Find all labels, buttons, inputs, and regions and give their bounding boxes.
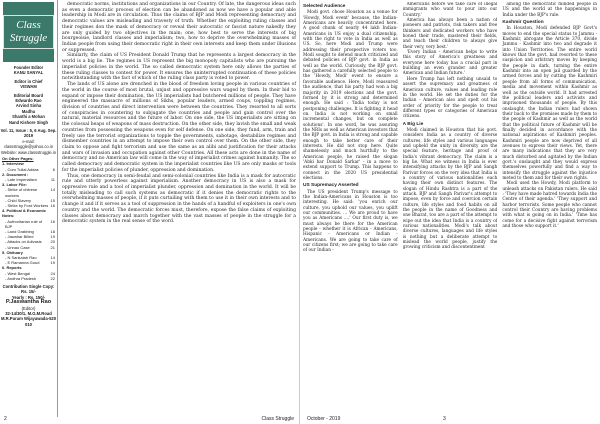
board-member: Nand Kishore Singh [8, 119, 49, 125]
toc-item-label: - E Ramanna Goud [5, 260, 40, 266]
paragraph: In Houston, Modi defended BJP Govt's moves to end the special status to Jammu - Kashmir, abrogate the Article 370, divide Jammu - Kashmir into two and degrade it into Union Territories. The entire world knows that the govt. had resorted to these suspicion and arbitrary moves by keeping the people in dark, turning the entire Kashmir into an open jail guarded by the armed forces and by cutting the Kashmiri people from all forms of communication, media and movement within Kashmir as well as the outside world. It had arrested the political leaders and activists and imprisoned thousands of people. By this onslaught, the Indian rulers had shown their back to the promises made by them to the people of Kashmir as well as the world that the political future of Kashmir will be finally decided in accordance with the national aspirations of Kashmiri peoples. Kashmiri people are now deprived of all avenues to express their views. Yet, there are many indications that they are very much disturbed and agitated by the Indian govt.'s onslaught and they would express themselves powerfully and find a way to intensify the struggle against the injustice meted to them and for their own rights. [502, 26, 598, 181]
toc-item-label: - Jawahar Billed [5, 234, 34, 240]
toc-item-page: 16 [50, 202, 55, 208]
paragraph: Modi claimed in Houston that his govt. considers India as a country of diverse cultures, life styles and various languages and upheld the unity in diversity are the special feature, heritage and proof of India's vibrant democracy. The claim is a big lie. What we witness in India is ever intensifying attacks by the BJP and Sangh Parivar forces on the very idea that India is a country of various nationalities each having their own distinct features. The slogan of Hindu Rashtra is a part of the attack. BJP and Sangh Parivar's attempt to impose, even by force and coercion certain culture, life styles and food habits on all the people in the name of Goodness and one Bharat, too are a part of the attempt to wipe out the idea that India is a country of various nationalities. Modi's talk about diverse cultures, languages and life styles is nothing but a deliberate attempt to mislead the world people, justify the growing criticism and discontentment [402, 127, 498, 251]
board-member: Arvind Sinha [15, 103, 42, 109]
column-3 [502, 2, 597, 415]
editor-label: Editor in Chief [14, 78, 43, 84]
toc-item[interactable] [2, 219, 55, 229]
board-label: Editorial Board [13, 92, 44, 98]
toc-item-label: 3. Labor File: [2, 182, 27, 188]
board-member: Madhu [21, 108, 36, 114]
founder-label: Founder Editor [13, 65, 44, 70]
section-heading: Selected Audience [303, 4, 346, 9]
paragraph: among the democratic minded people in US and the world at the happenings in India under the BJP's rule. [502, 2, 598, 18]
publisher-role: (Editor) [21, 305, 36, 311]
toc-item-label: 6. Reports [2, 265, 22, 271]
right-page-footer [303, 415, 597, 424]
toc-item-label: - N Sankaiah Rao [5, 254, 37, 260]
column-2 [403, 2, 498, 415]
paragraph: Modi govt. chose Houston as a venue for 'Howdy, Modi event' because, the Indian-Americans are heavily concentrated here. A good chunk of nearly 44 lakh Indian-Americans in US enjoy a dual citizenship, with the right to vote in India as well as US. So, here Modi and Trump were addressing their prospective voters too. Modi sought to defend much criticized and debated policies of BJP govt. in India as well as the world. Curiously, the BJP govt. has gathered a carefully selected people to the 'Howdy, Modi' event to ensure a favorable audience. Here, Modi reassured the audience, that his party had won a big majority in 2019 elections and the govt. formed by it is strong and determined enough. He said : 'India today is not postponing challenges. It is fighting it head on. India is not working on small incremental changes, but on complete solutions'. In one word, he was assuring the NRIs as well as American investors that the BJP govt. in India is strong and capable enough to take better care of their interests. He did not stop here. Quite shamelessly and much hurtfully to the American people, he raised the slogan 'Abki bar Donald Sarkar' - in a move to extend support to Trump. This happens to connect in the 2020 US presidential elections. [303, 10, 398, 181]
toc-item-page: 21 [50, 244, 55, 250]
issue-line: Vol. 11, Issue : 5, 6 Aug. Sep. 2019 [0, 128, 57, 139]
left-page-footer [4, 415, 296, 424]
toc-item-page: 19 [50, 260, 55, 266]
section-heading: A Big Lie [402, 121, 424, 127]
toc-heading: On Other Pages: [2, 156, 34, 162]
masthead-logo [3, 2, 54, 62]
toc-item-label: - Child Slavery [5, 197, 32, 203]
contribution-yearly: Yearly : Rs. 150/- [11, 294, 46, 300]
toc-item-label: - Late Imperialism [5, 176, 37, 182]
toc-item-page: 24 [50, 270, 55, 276]
paragraph: democratic norms, institutions and organizations in our Country. Of late, the dangerous ideas such as even a democratic process of election can be abandoned as now we have a popular and able leadership in Modi are in circulation. Thus the claims of BJP and Modi representing democracy and democratic values are misleading and travesty of truth. Whether the exploiting ruling classes and their regimes don the mask of democracy or reveal their autocratic or fascist nature nakedly they are only guided by two objectives in the main; one, how best to serve the interests of big bourgeoisie, landlord classes and imperialism; two, how to deprive the overwhelming masses of Indian people from using their democratic right in their own interests and keep them under illusions or suppressed. [62, 2, 296, 53]
page-number: 2 [4, 416, 7, 422]
toc-item-label: - Andhra Pradesh [5, 275, 37, 281]
toc-item-page: 19 [50, 234, 55, 240]
toc-item-page: 6 [52, 166, 55, 172]
toc-item-page: 11 [50, 176, 55, 182]
sidebar [0, 0, 58, 417]
toc-item-label: - Strike by Ford Workers [5, 202, 49, 208]
toc-item-label: 5. Obituary [2, 249, 23, 255]
toc-item-label: 1. Interview [2, 161, 24, 167]
paragraph: America has always been a nation of pioneers and patriots, risk takers and free thinkers and dedicated workers who have honed their trade, mastered their fields, and teach their children to always give their very, very best.' [402, 18, 498, 50]
masthead-title: Class Struggle [3, 15, 54, 49]
right-page-article [303, 2, 597, 415]
toc-item-page: 15 [50, 197, 55, 203]
issue-date: October - 2019 [307, 416, 341, 422]
section-heading: Kashmir Question [502, 20, 544, 26]
paragraph: Americans before we take care of illegal immigrants who want to pour into our Country.' [402, 2, 498, 18]
toc-item[interactable] [2, 276, 55, 281]
page-number: 3 [443, 416, 446, 422]
toc-item-label: - Com Tullal Addas [5, 166, 39, 172]
editor-name: VISWAM [20, 84, 37, 90]
toc-item-label: - West Bengal [5, 270, 31, 276]
paragraph: The US president Trump's message to the Indian-Americans in Houston is too interesting. He said: 'you enrich our culture, you uphold our values, you uplift our communities. ... We are proud to have you as Americans ....' Our first duty is, we must always be there for the American people - whether it is African - Americans, Hispanic - Americans or Indian - Americans. We are going to take care of our citizens first; we are going to take care of our Indian - [303, 189, 398, 254]
paragraph: Thus, one democracy in semi-feudal and semi-colonial countries like India is a mask for autocratic rule and utterly powerless against imperialism. Another democracy in US is also a mask for oppressive rule and a tool of imperialist plunder, oppression and domination in the world. It will be totally misleading to call such systems as democratic if it denies the democratic rights to the overwhelming masses of people, if it puts curtailing with them to use it in their own interests and to change it and if it serves as a tool of suppression in the hands of a handful of exploiters in one's own country and the world. The democratic forces must, therefore, expose the false claims of exploiting classes about democracy and march together with the vast masses of people in the struggle for a democratic system in the real sense of the word. [62, 173, 296, 225]
address-line: M.R.Puram Wijayawada-520 010 [0, 316, 57, 327]
paragraph: Here Trump has left nothing unsaid to assert the supremacy and greatness of American culture, values and leading role in the world. He set the duties for the Indian - American also and spelt out his order of priority for the people to treat different types or categories of American citizens. [402, 76, 498, 120]
page-gutter [299, 0, 300, 424]
table-of-contents [0, 156, 57, 281]
toc-item[interactable] [2, 208, 55, 218]
left-page-article [62, 2, 296, 415]
toc-item-label: - Unnao Case [5, 244, 30, 250]
column-1 [303, 2, 398, 415]
toc-item-label: - Land Grabbing [5, 228, 34, 234]
toc-item-label: - Strike of chitrese workers [5, 187, 38, 198]
board-member: Shanthi a Mohan [12, 114, 45, 120]
editorial-info [0, 65, 57, 155]
toc-item-label: 2. Document : [2, 171, 29, 177]
email-link[interactable]: e-mail: classstruggle@yahoo.co.in [4, 138, 53, 150]
address-line: 32-14/30/1, M.G.M.Road [5, 311, 52, 316]
toc-item[interactable] [2, 187, 55, 197]
toc-item-page: 14 [50, 187, 55, 193]
publisher-info [0, 284, 57, 327]
toc-item-page: 18 [50, 228, 55, 234]
toc-item-label: - Authoritarian rule of BJP [5, 218, 43, 229]
paragraph: Modi used the Howdy, Modi platform to unleash attacks on Pakistan rulers. He said : 'They have made hatred towards India the Centre of their agenda.' 'They support and harbor terrorists. Some people who cannot control their Country are having problems with what is going on in India.' 'Time has come for a decisive fight against terrorism and those who support it.' [502, 181, 598, 230]
toc-item-page: 14 [50, 254, 55, 260]
board-member: Edwardo Rao [15, 98, 42, 104]
toc-item-page: 22 [50, 275, 55, 281]
publication-name: Class Struggle [261, 416, 294, 422]
paragraph: Similarly, the claim of US President Donald Trump that he represents a largest democracy in the world is a big lie. The regimes in US represent the big monopoly capitalists who are pursuing the imperialist policies in the world. The so called democratic system here only allows the parties of these ruling classes to contest for power. It ensures the uninterrupted continuation of these policies notwithstanding with the fact of which of the ruling class party is voted to power. [62, 53, 296, 82]
toc-item-label: - Attacks on Adivasis [5, 239, 42, 245]
toc-item-page: 20 [50, 239, 55, 245]
publisher-name: P.Jaswantha Rao [5, 299, 52, 306]
paragraph: The lands of US alone are drenched in the blood of freedom loving people in various countries of the world in the course of most brutal, unjust and oppressive wars waged by them. In their bid to expand or impose their domination, the US imperialists had butchered millions of people. They have engineered the massacre of millions of Sikhs, popular leaders, armed coups, toppling regimes, division of countries and direct intervention were between the countries. They resorted to all sorts of conspiracies in countering to subjugate the countries and people and gain control over the natural, material resources and the future of labor. On one side, the US imperialists are sitting on the colossal heaps of weapons of mass destruction. On the other side, they lavish the small and weak countries from possessing the weapons even for self defense. On one side, they fund, arm, train and freely use the terrorist organizations to topple the governments, sabotage, destabilize regimes and dismember countries in an attempt to impose their own control over them. On the other side, they claim to oppose and fight terrorism and use the same as an alibi and justification for their attacks and wars of invasion and occupation against other Countries. All these acts are done in the name of democracy and no American law will come in the way of imperialist crimes against humanity. The so called democracy and democratic system in the imperialist countries like US are only masks or tools for the imperialist policies of plunder, oppression and domination. [62, 82, 296, 173]
paragraph: 'Every Indian - American helps to write this story of America's greatness and everyone here today has a crucial part in building an even grander and greater American and Indian future.' [402, 50, 498, 77]
contribution-single: Contribution Single Copy: Rs. 15/- [2, 283, 55, 295]
toc-item-label: 4. Political & Economic Notes: [2, 208, 47, 219]
website-link[interactable]: Website: www.classstruggle.in [1, 149, 56, 155]
section-heading: US Supremacy Asserted [303, 183, 359, 189]
founder-name: KANU SANYAL [13, 70, 44, 76]
toc-item-page: 16 [50, 218, 55, 224]
